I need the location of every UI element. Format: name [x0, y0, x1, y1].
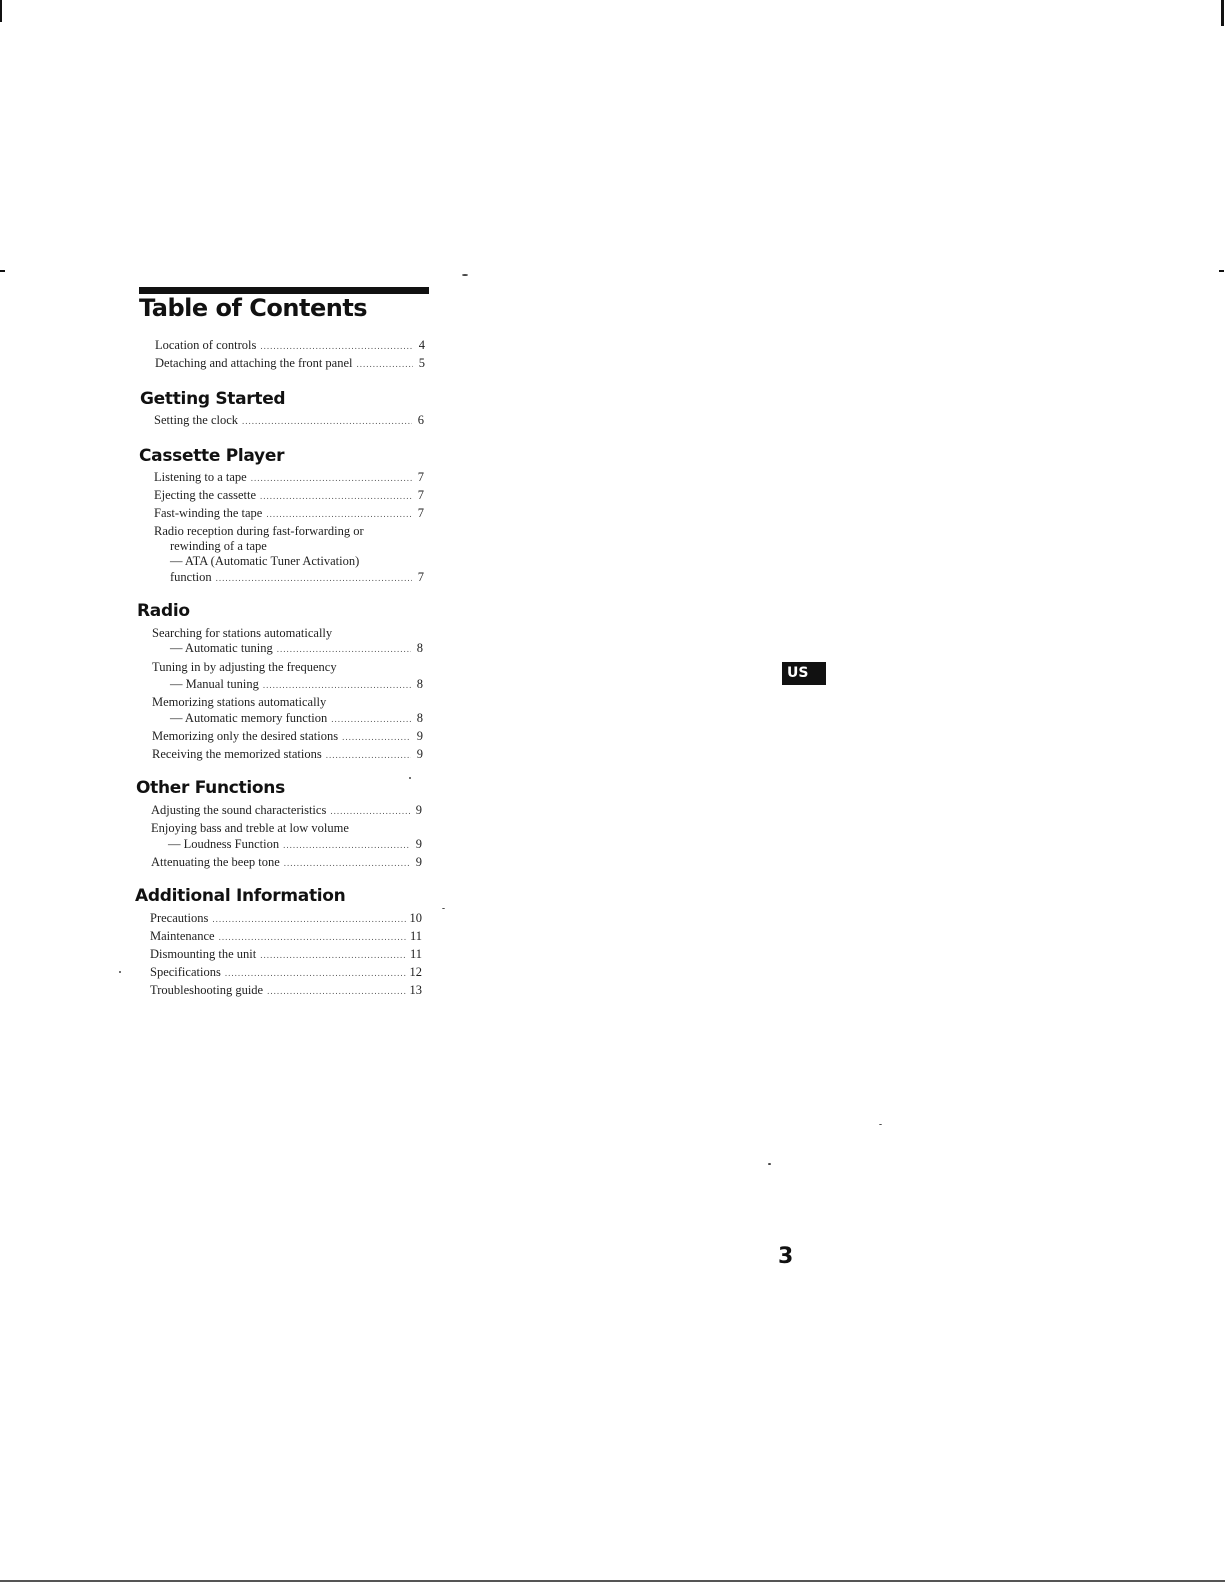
toc-entry-line: Radio reception during fast-forwarding or: [154, 524, 364, 538]
toc-entry-page: 9: [415, 855, 422, 869]
toc-entry-line: rewinding of a tape: [170, 539, 267, 553]
leader-dots: [357, 356, 414, 372]
toc-entry: [170, 710, 423, 728]
toc-entry-page: 7: [417, 570, 424, 584]
toc-entry-page: 7: [417, 470, 424, 484]
toc-entry-label: Memorizing only the desired stations: [152, 729, 339, 743]
toc-entry-page: 6: [417, 413, 424, 427]
toc-entry-page: 9: [415, 803, 422, 817]
leader-dots: [216, 570, 412, 586]
leader-dots: [330, 803, 410, 819]
section-heading-additional-information: Additional Information: [135, 886, 346, 906]
leader-dots: [225, 965, 406, 981]
leader-dots: [266, 506, 412, 522]
toc-entry-line: — ATA (Automatic Tuner Activation): [170, 554, 360, 568]
toc-entry-label: Adjusting the sound characteristics: [151, 803, 327, 817]
leader-dots: [283, 837, 410, 853]
toc-entry-label: Fast-winding the tape: [154, 506, 263, 520]
section-heading-other-functions: Other Functions: [136, 778, 285, 798]
leader-dots: [260, 338, 413, 354]
scan-speck: [879, 1124, 882, 1125]
leader-dots: [277, 641, 411, 657]
toc-entry: [155, 337, 425, 355]
toc-entry: [154, 469, 424, 487]
toc-entry: [150, 928, 422, 946]
left-edge-mark: [0, 0, 2, 22]
toc-entry-page: 4: [418, 338, 425, 352]
leader-dots: [331, 711, 411, 727]
toc-entry-page: 5: [418, 356, 425, 370]
scan-speck: [768, 1163, 771, 1165]
left-tick-mark: [0, 270, 5, 272]
toc-entry-label: Detaching and attaching the front panel: [155, 356, 353, 370]
scan-speck: [462, 274, 468, 276]
toc-entry-label: — Automatic memory function: [170, 711, 328, 725]
toc-entry-page: 8: [416, 711, 423, 725]
toc-entry-page: 10: [409, 911, 422, 925]
page-title: Table of Contents: [139, 294, 368, 322]
toc-entry: [168, 836, 422, 854]
toc-entry-label: Specifications: [150, 965, 221, 979]
leader-dots: [326, 747, 411, 763]
toc-entry-label: Listening to a tape: [154, 470, 247, 484]
toc-entry-page: 13: [409, 983, 422, 997]
leader-dots: [219, 929, 406, 945]
toc-entry: [151, 854, 422, 872]
section-heading-radio: Radio: [137, 601, 190, 621]
toc-entry: [152, 746, 423, 764]
toc-entry-label: — Manual tuning: [170, 677, 259, 691]
right-tick-mark: [1219, 270, 1224, 272]
toc-entry: [150, 982, 422, 1000]
toc-entry-page: 12: [409, 965, 422, 979]
leader-dots: [342, 729, 411, 745]
toc-entry-page: 9: [415, 837, 422, 851]
toc-entry-line: Enjoying bass and treble at low volume: [151, 821, 349, 835]
toc-entry-label: Precautions: [150, 911, 209, 925]
title-rule: [139, 287, 429, 294]
region-badge: US: [782, 662, 826, 685]
toc-entry-page: 7: [417, 506, 424, 520]
toc-entry: [150, 946, 422, 964]
toc-entry-label: Ejecting the cassette: [154, 488, 257, 502]
toc-entry-label: Attenuating the beep tone: [151, 855, 280, 869]
toc-entry-page: 7: [417, 488, 424, 502]
toc-entry: [154, 505, 424, 523]
toc-entry-label: Setting the clock: [154, 413, 239, 427]
toc-entry-line: Memorizing stations automatically: [152, 695, 327, 709]
leader-dots: [263, 677, 411, 693]
toc-entry: [154, 487, 424, 505]
toc-entry-label: Dismounting the unit: [150, 947, 257, 961]
toc-entry: [154, 412, 424, 430]
toc-entry-line: Searching for stations automatically: [152, 626, 333, 640]
leader-dots: [260, 947, 406, 963]
section-heading-cassette-player: Cassette Player: [139, 446, 285, 466]
page-number: 3: [778, 1244, 794, 1269]
leader-dots: [251, 470, 412, 486]
toc-entry-page: 9: [416, 747, 423, 761]
right-edge-mark: [1221, 0, 1224, 26]
toc-entry-page: 9: [416, 729, 423, 743]
toc-entry-label: Location of controls: [155, 338, 257, 352]
section-heading-getting-started: Getting Started: [140, 389, 286, 409]
leader-dots: [242, 413, 412, 429]
leader-dots: [212, 911, 405, 927]
scan-speck: [409, 777, 411, 779]
toc-entry: [155, 355, 425, 373]
toc-entry: [170, 676, 423, 694]
leader-dots: [267, 983, 405, 999]
leader-dots: [260, 488, 412, 504]
toc-entry: [152, 728, 423, 746]
toc-entry-label: Troubleshooting guide: [150, 983, 264, 997]
scan-speck: [442, 908, 445, 909]
toc-entry-label: Receiving the memorized stations: [152, 747, 322, 761]
toc-entry-label: Maintenance: [150, 929, 215, 943]
toc-entry-page: 11: [409, 947, 422, 961]
toc-entry-page: 8: [416, 677, 423, 691]
leader-dots: [284, 855, 410, 871]
toc-entry: [170, 569, 424, 587]
toc-entry: [170, 640, 423, 658]
scan-speck: [119, 971, 121, 973]
toc-entry-label: function: [170, 570, 212, 584]
toc-entry: [151, 802, 422, 820]
toc-entry-page: 8: [416, 641, 423, 655]
toc-entry: [150, 910, 422, 928]
toc-entry-label: — Automatic tuning: [170, 641, 273, 655]
bottom-rule: [0, 1580, 1225, 1582]
toc-entry-page: 11: [409, 929, 422, 943]
toc-entry-label: — Loudness Function: [168, 837, 280, 851]
toc-entry: [150, 964, 422, 982]
toc-entry-line: Tuning in by adjusting the frequency: [152, 660, 337, 674]
